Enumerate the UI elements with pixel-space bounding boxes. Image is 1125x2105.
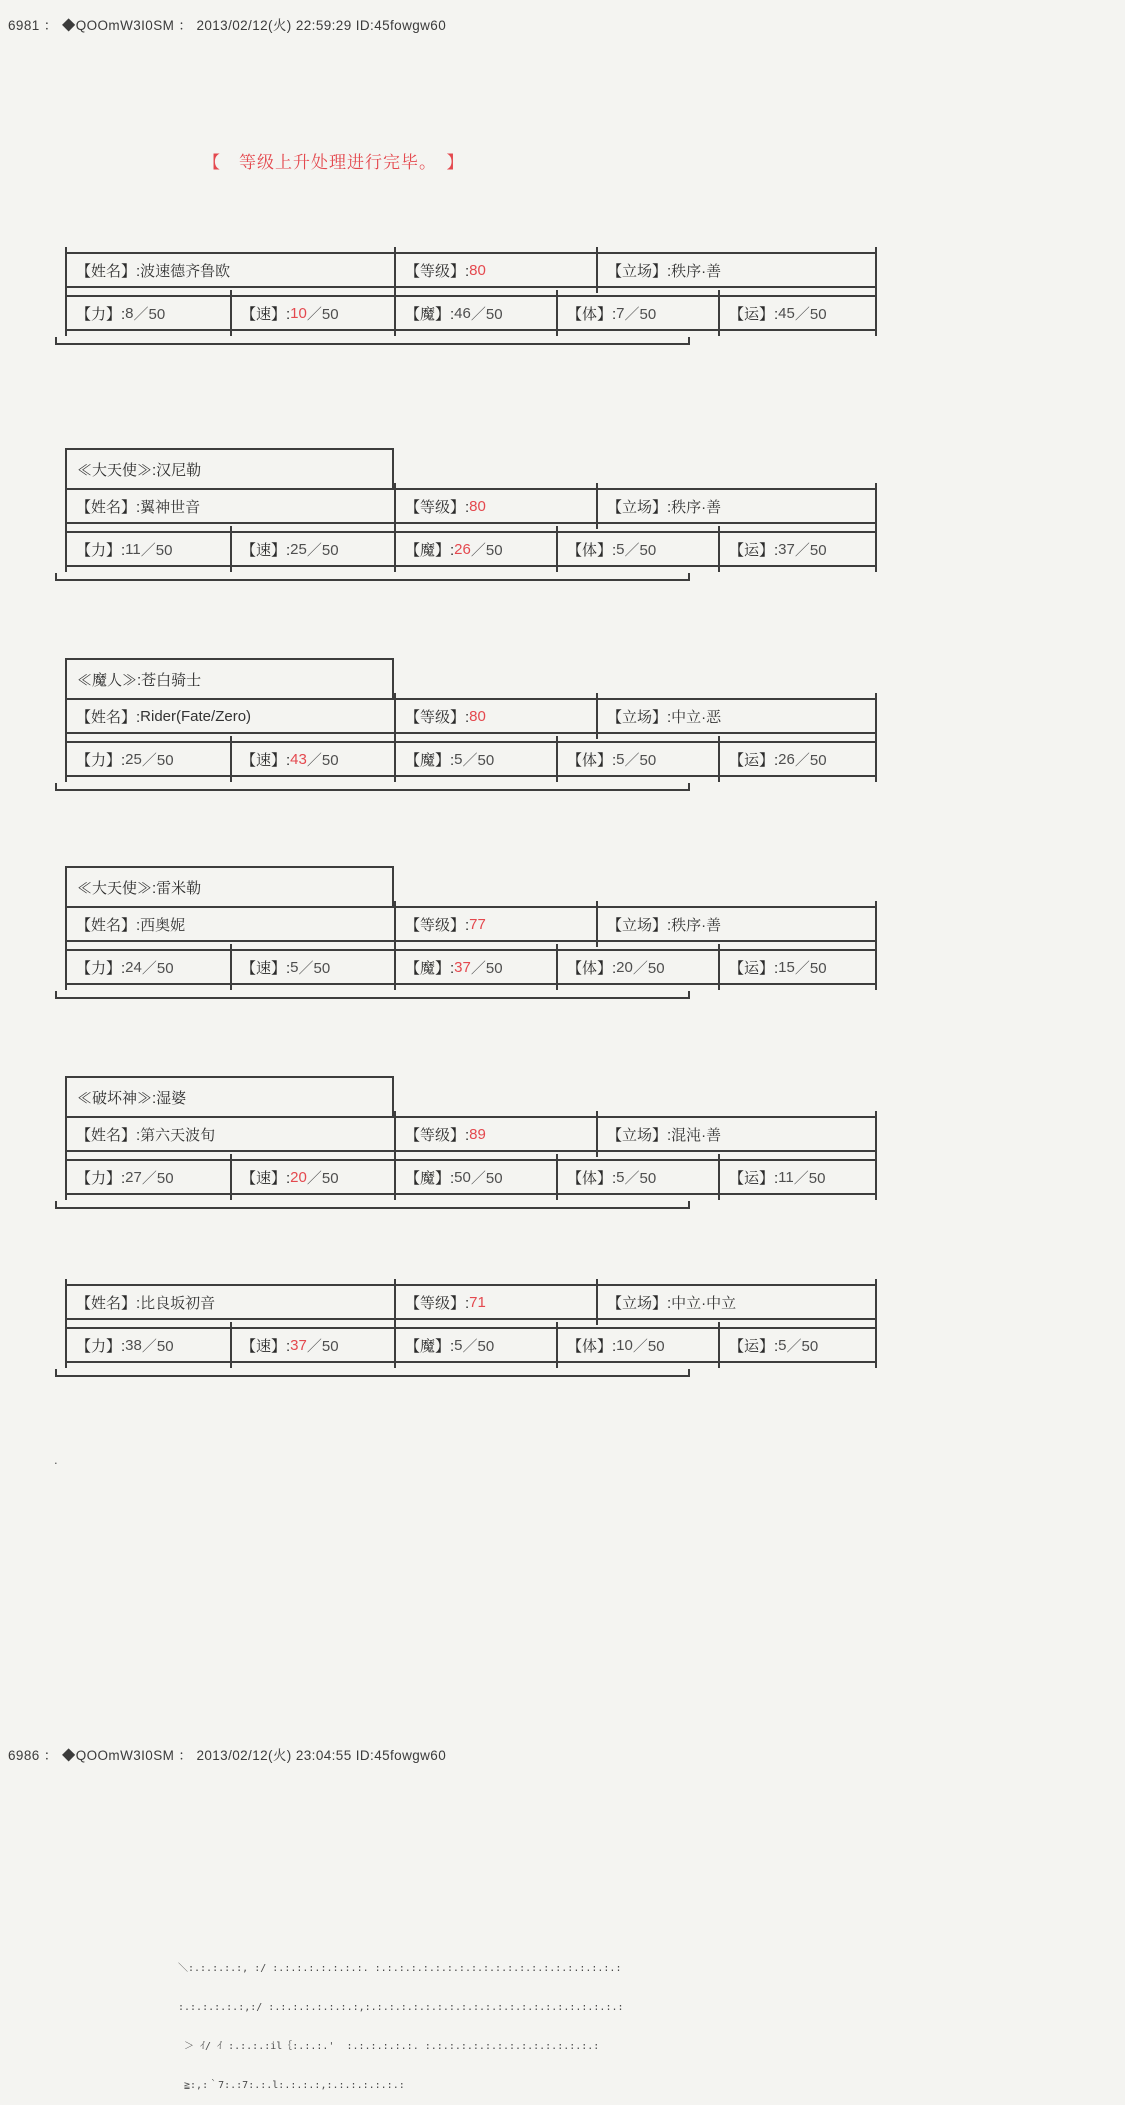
stat-max: ／50 [462,1337,495,1355]
stat-bod-label: 【体】: [567,305,617,323]
ascii-art-line: ＼:.:.:.:.:, :/ :.:.:.:.:.:.:.:. :.:.:.:.:.:.:.:.:.:.:.:.:.:.:.:.:.:.:.:.: [178,1963,622,1974]
stat-str-value: 27 [125,1168,142,1186]
stance-cell [596,254,877,286]
stat-max: ／50 [470,541,503,559]
stat-mag-cell [394,1161,556,1193]
stat-max: ／50 [794,305,827,323]
stance-cell [596,908,877,940]
level-value: 71 [469,1293,486,1311]
name-value: 第六天波旬 [140,1126,216,1144]
stance-label: 【立场】: [607,708,672,726]
table-bottom-line [55,1375,690,1377]
stance-label: 【立场】: [607,916,672,934]
stat-str-label: 【力】: [76,751,126,769]
name-cell [65,254,394,286]
stat-max: ／50 [306,1337,339,1355]
class-header-box [65,658,394,698]
stat-str-value: 24 [125,958,142,976]
name-label: 【姓名】: [76,916,141,934]
stat-mag-cell [394,743,556,775]
stat-lck-cell [718,297,877,329]
stat-bod-label: 【体】: [567,1337,617,1355]
class-header-box [65,448,394,488]
stat-max: ／50 [306,1169,339,1187]
stat-bod-cell [556,743,718,775]
stat-mag-cell [394,1329,556,1361]
stat-spd-value: 20 [290,1168,307,1186]
name-label: 【姓名】: [76,498,141,516]
stat-spd-cell [230,533,394,565]
stat-bod-cell [556,951,718,983]
stat-bod-value: 10 [616,1336,633,1354]
table-bottom-line [55,997,690,999]
stat-spd-cell [230,1329,394,1361]
stat-max: ／50 [786,1337,819,1355]
stat-lck-label: 【运】: [729,751,779,769]
stat-mag-value: 50 [454,1168,471,1186]
ascii-art-line: ≧:,:｀7:.:7:.:.l:.:.:.:,:.:.:.:.:.:.: [178,2080,405,2091]
character-card [65,448,877,581]
stat-str-cell [65,743,230,775]
name-value: 西奥妮 [140,916,186,934]
class-label: ≪破坏神≫:湿婆 [77,1089,187,1107]
stat-mag-cell [394,297,556,329]
stat-str-cell [65,1329,230,1361]
name-value: 翼神世音 [140,498,201,516]
stat-bod-cell [556,297,718,329]
stance-cell [596,1286,877,1318]
stat-max: ／50 [141,959,174,977]
stat-str-label: 【力】: [76,305,126,323]
stat-max: ／50 [306,751,339,769]
ascii-art-line: :.:.:.:.:.:,:/ :.:.:.:.:.:.:.:,:.:.:.:.:.:.:.:.:.:.:.:.:.:.:.:.:.:.:.:.:.: [178,2002,624,2013]
level-label: 【等级】: [405,1126,470,1144]
stance-label: 【立场】: [607,262,672,280]
name-label: 【姓名】: [76,1126,141,1144]
class-label: ≪魔人≫:苍白骑士 [77,671,202,689]
name-label: 【姓名】: [76,708,141,726]
stat-spd-value: 25 [290,540,307,558]
character-card [65,658,877,791]
level-cell [394,490,596,522]
stat-max: ／50 [470,1169,503,1187]
level-cell [394,908,596,940]
stat-lck-label: 【运】: [729,541,779,559]
character-card [65,1284,877,1377]
stance-value: 秩序·善 [671,498,722,516]
stat-mag-cell [394,951,556,983]
stat-max: ／50 [470,305,503,323]
stat-mag-value: 5 [454,1336,463,1354]
stat-spd-label: 【速】: [241,751,291,769]
level-value: 80 [469,497,486,515]
stat-bod-label: 【体】: [567,751,617,769]
table-bottom-line [55,1207,690,1209]
stat-lck-value: 26 [778,750,795,768]
name-value: 波速德齐鲁欧 [140,262,231,280]
stats-row [65,295,877,331]
level-label: 【等级】: [405,1294,470,1312]
stat-bod-label: 【体】: [567,1169,617,1187]
stat-lck-label: 【运】: [729,959,779,977]
stat-lck-cell [718,743,877,775]
character-card [65,866,877,999]
level-value: 77 [469,915,486,933]
stance-cell [596,490,877,522]
stat-max: ／50 [624,751,657,769]
level-up-notice: 【 等级上升处理进行完毕。 】 [203,153,465,172]
stat-mag-label: 【魔】: [405,959,455,977]
stat-str-cell [65,533,230,565]
stat-str-value: 25 [125,750,142,768]
stat-spd-value: 5 [290,958,299,976]
character-card [65,252,877,345]
stat-spd-label: 【速】: [241,541,291,559]
stat-bod-cell [556,1329,718,1361]
name-cell [65,1286,394,1318]
stat-max: ／50 [462,751,495,769]
stat-max: ／50 [133,305,166,323]
name-cell [65,1118,394,1150]
stat-bod-cell [556,1161,718,1193]
stats-row [65,949,877,985]
stat-lck-cell [718,1161,877,1193]
stat-str-cell [65,1161,230,1193]
stat-lck-value: 45 [778,304,795,322]
stat-lck-label: 【运】: [729,1337,779,1355]
ascii-art [178,1936,624,2105]
stance-label: 【立场】: [607,1294,672,1312]
post-header-6981: 6981 ： ◆QOOmW3I0SM ： 2013/02/12(火) 22:59:29 ID:45fowgw60 [8,18,447,33]
name-label: 【姓名】: [76,262,141,280]
stat-mag-value: 5 [454,750,463,768]
identity-row [65,906,877,942]
name-value: Rider(Fate/Zero) [140,707,252,725]
stat-lck-label: 【运】: [729,305,779,323]
stat-lck-value: 11 [778,1168,794,1186]
stat-max: ／50 [794,541,827,559]
stat-lck-cell [718,533,877,565]
stat-max: ／50 [632,1337,665,1355]
stats-row [65,1159,877,1195]
stat-mag-value: 26 [454,540,471,558]
stat-mag-label: 【魔】: [405,1169,455,1187]
stat-spd-value: 37 [290,1336,307,1354]
stat-lck-value: 5 [778,1336,787,1354]
stats-row [65,531,877,567]
name-cell [65,908,394,940]
level-label: 【等级】: [405,498,470,516]
stat-max: ／50 [794,751,827,769]
stat-spd-value: 10 [290,304,307,322]
stance-value: 混沌·善 [671,1126,722,1144]
name-cell [65,490,394,522]
stat-spd-cell [230,951,394,983]
level-cell [394,700,596,732]
stat-spd-cell [230,743,394,775]
stance-value: 秩序·善 [671,262,722,280]
stat-max: ／50 [306,541,339,559]
class-header-box [65,1076,394,1116]
level-value: 80 [469,707,486,725]
stat-bod-cell [556,533,718,565]
stance-cell [596,700,877,732]
class-label: ≪大天使≫:汉尼勒 [77,461,202,479]
level-label: 【等级】: [405,708,470,726]
identity-row [65,252,877,288]
stat-lck-value: 15 [778,958,795,976]
stray-dot: . [54,1452,58,1467]
stance-label: 【立场】: [607,1126,672,1144]
stat-spd-value: 43 [290,750,307,768]
stance-value: 中立·恶 [671,708,722,726]
stat-bod-value: 5 [616,750,625,768]
stat-str-value: 8 [125,304,134,322]
name-label: 【姓名】: [76,1294,141,1312]
stat-str-value: 38 [125,1336,142,1354]
name-cell [65,700,394,732]
stats-row [65,1327,877,1363]
stat-str-label: 【力】: [76,1337,126,1355]
stat-bod-label: 【体】: [567,541,617,559]
stat-mag-label: 【魔】: [405,541,455,559]
table-bottom-line [55,343,690,345]
stat-bod-value: 5 [616,540,625,558]
class-header-box [65,866,394,906]
stat-str-cell [65,297,230,329]
stat-max: ／50 [298,959,331,977]
stat-bod-value: 5 [616,1168,625,1186]
stance-value: 中立·中立 [671,1294,737,1312]
stat-mag-cell [394,533,556,565]
stat-mag-value: 37 [454,958,471,976]
stance-value: 秩序·善 [671,916,722,934]
stat-spd-cell [230,1161,394,1193]
level-cell [394,1286,596,1318]
stat-bod-value: 20 [616,958,633,976]
stat-max: ／50 [141,1169,174,1187]
level-value: 80 [469,261,486,279]
level-cell [394,254,596,286]
stat-str-label: 【力】: [76,1169,126,1187]
stat-max: ／50 [141,751,174,769]
stat-max: ／50 [141,1337,174,1355]
level-label: 【等级】: [405,916,470,934]
stance-label: 【立场】: [607,498,672,516]
stat-bod-value: 7 [616,304,625,322]
class-label: ≪大天使≫:雷米勒 [77,879,202,897]
stat-max: ／50 [470,959,503,977]
level-label: 【等级】: [405,262,470,280]
stat-lck-label: 【运】: [729,1169,779,1187]
table-bottom-line [55,789,690,791]
stat-str-label: 【力】: [76,959,126,977]
identity-row [65,488,877,524]
stat-max: ／50 [306,305,339,323]
stat-max: ／50 [140,541,173,559]
stat-max: ／50 [624,1169,657,1187]
stat-lck-value: 37 [778,540,795,558]
stat-str-cell [65,951,230,983]
stat-lck-cell [718,1329,877,1361]
character-card [65,1076,877,1209]
identity-row [65,698,877,734]
stat-max: ／50 [794,959,827,977]
stat-max: ／50 [793,1169,826,1187]
level-cell [394,1118,596,1150]
identity-row [65,1284,877,1320]
stat-spd-label: 【速】: [241,305,291,323]
stat-mag-label: 【魔】: [405,305,455,323]
stat-str-value: 11 [125,540,141,558]
ascii-art-line: ＞ ｲ/ ｲ :.:.:.:il｛:.:.:.' :.:.:.:.:.:. :.:.:.:.:.:.:.:.:.:.:.:.:.:.: [178,2041,600,2052]
identity-row [65,1116,877,1152]
level-value: 89 [469,1125,486,1143]
stat-spd-label: 【速】: [241,1337,291,1355]
stats-row [65,741,877,777]
stat-max: ／50 [624,305,657,323]
stat-max: ／50 [624,541,657,559]
stat-mag-value: 46 [454,304,471,322]
post-header-6986: 6986 ： ◆QOOmW3I0SM ： 2013/02/12(火) 23:04:55 ID:45fowgw60 [8,1748,447,1763]
name-value: 比良坂初音 [140,1294,216,1312]
stance-cell [596,1118,877,1150]
stat-lck-cell [718,951,877,983]
stat-str-label: 【力】: [76,541,126,559]
stat-max: ／50 [632,959,665,977]
table-bottom-line [55,579,690,581]
stat-mag-label: 【魔】: [405,1337,455,1355]
stat-spd-cell [230,297,394,329]
stat-bod-label: 【体】: [567,959,617,977]
stat-spd-label: 【速】: [241,1169,291,1187]
stat-mag-label: 【魔】: [405,751,455,769]
stat-spd-label: 【速】: [241,959,291,977]
